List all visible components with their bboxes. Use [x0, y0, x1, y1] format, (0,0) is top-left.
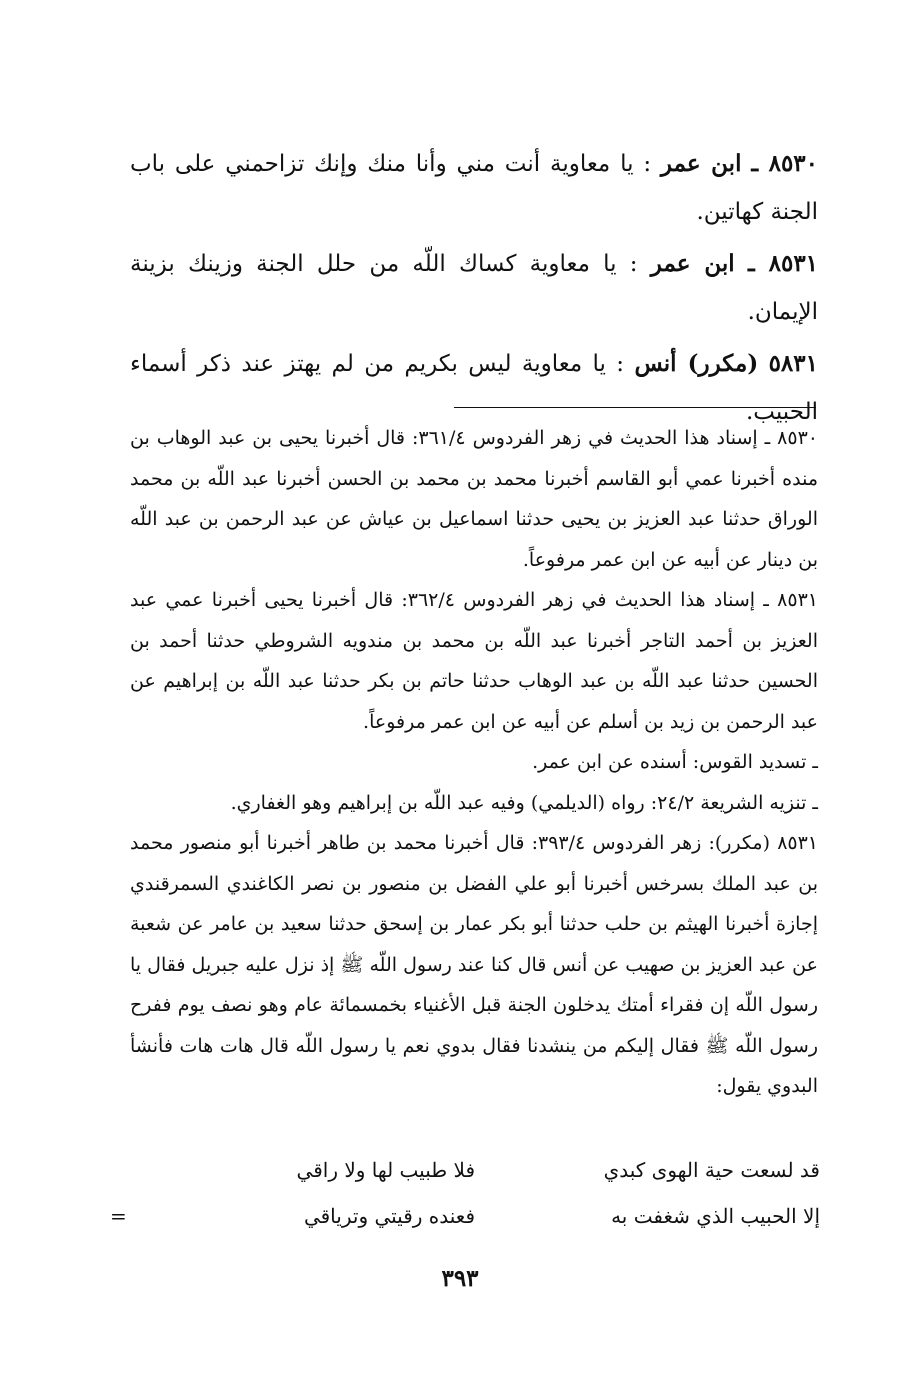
hadith-narrator: (مكرر) أنس: [634, 350, 759, 377]
hadith-text: : يا معاوية كساك اللّه من حلل الجنة وزينك بزينة الإيمان.: [130, 251, 818, 325]
footnote-paragraph: ـ تسديد القوس: أسنده عن ابن عمر.: [532, 751, 818, 773]
footnote-paragraph: ٨٥٣١ (مكرر): زهر الفردوس ٣٩٣/٤: قال أخبرنا محمد بن طاهر أخبرنا أبو منصور محمد بن عبد الملك بسرخس أخبرنا أبو علي الفضل بن منصور بن نصر الكاغندي السمرقندي إجازة أخبرنا الهيثم بن حلب حدثنا أبو بكر عمار بن إسحق حدثنا سعيد بن عامر عن شعبة عن عبد العزيز بن صهيب عن أنس قال كنا عند رسول اللّه ﷺ إذ نزل عليه جبريل فقال يا رسول اللّه إن فقراء أمتك يدخلون الجنة قبل الأغنياء بخمسمائة عام وهو نصف يوم ففرح رسول اللّه ﷺ فقال إليكم من ينشدنا فقال بدوي نعم يا رسول اللّه قال هات هات فأنشأ البدوي يقول:: [130, 832, 819, 1097]
hadith-narrator: ابن عمر: [660, 150, 742, 177]
verse-second-hemistich: فعنده رقيتي وترياقي: [303, 1204, 475, 1228]
hadith-narrator: ابن عمر: [650, 250, 735, 277]
page-number: ٣٩٣: [441, 1265, 479, 1292]
hadith-text: : يا معاوية أنت مني وأنا منك وإنك تزاحمني على باب الجنة كهاتين.: [130, 151, 818, 225]
hadith-text: : يا معاوية ليس بكريم من لم يهتز عند ذكر أسماء الحبيب.: [130, 351, 818, 425]
footnote-paragraph: ـ تنزيه الشريعة ٢٤/٢: رواه (الديلمي) وفيه عبد اللّه بن إبراهيم وهو الغفاري.: [230, 791, 818, 814]
verse-first-hemistich: إلا الحبيب الذي شغفت به: [611, 1204, 820, 1228]
footnotes: [130, 418, 818, 1107]
footnote-paragraph: ٨٥٣١ ـ إسناد هذا الحديث في زهر الفردوس ٣٦٢/٤: قال أخبرنا يحيى أخبرنا عمي عبد العزيز بن أحمد التاجر أخبرنا عبد اللّه بن محمد بن مندويه الشروطي حدثنا أحمد بن الحسين حدثنا عبد اللّه بن عبد الوهاب حدثنا حاتم بن بكر حدثنا عبد اللّه بن إبراهيم عن عبد الرحمن بن زيد بن أسلم عن أبيه عن ابن عمر مرفوعاً.: [130, 589, 818, 733]
poem: [110, 1158, 820, 1250]
poem-verse: [110, 1204, 820, 1250]
footnote-separator: [454, 407, 816, 408]
hadith-number: ٨٥٣١ ـ: [747, 250, 819, 277]
poem-verse: [110, 1158, 820, 1204]
hadith-number: ٨٥٣٠ ـ: [751, 150, 819, 177]
hadith-entry: [130, 240, 818, 336]
verse-second-hemistich: فلا طبيب لها ولا راقي: [296, 1158, 475, 1182]
footnote-paragraph: ٨٥٣٠ ـ إسناد هذا الحديث في زهر الفردوس ٣٦١/٤: قال أخبرنا يحيى بن عبد الوهاب بن منده أخبرنا عمي أبو القاسم أخبرنا محمد بن محمد بن الحسن أخبرنا عبد اللّه بن محمد الوراق حدثنا عبد العزيز بن يحيى حدثنا اسماعيل بن عياش عن عبد الرحمن بن عبد اللّه بن دينار عن أبيه عن ابن عمر مرفوعاً.: [130, 427, 818, 571]
continuation-mark: =: [110, 1204, 127, 1228]
hadith-number: ٥٨٣١: [768, 350, 818, 377]
hadith-list: [130, 140, 818, 440]
verse-first-hemistich: قد لسعت حية الهوى كبدي: [603, 1158, 820, 1182]
hadith-entry: [130, 140, 818, 236]
